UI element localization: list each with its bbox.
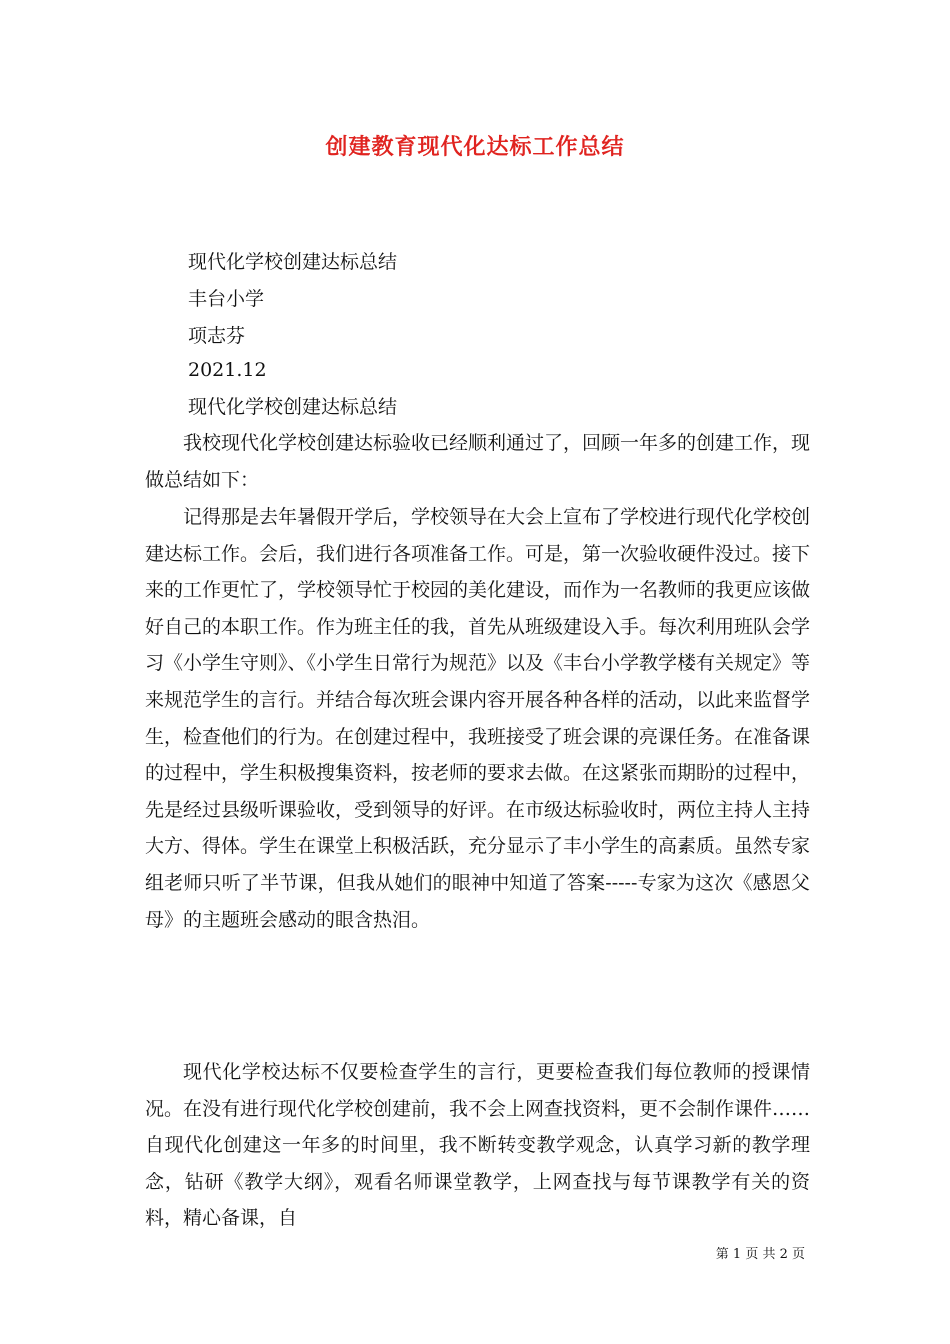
document-title: 创建教育现代化达标工作总结 xyxy=(325,135,625,160)
paragraph-intro: 我校现代化学校创建达标验收已经顺利通过了，回顾一年多的创建工作，现做总结如下： xyxy=(145,432,811,491)
paragraph-class-building: 记得那是去年暑假开学后，学校领导在大会上宣布了学校进行现代化学校创建达标工作。会后，我们进行各项准备工作。可是，第一次验收硬件没过。接下来的工作更忙了，学校领导忙于校园的美化建设，而作为一名教师的我更应该做好自己的本职工作。作为班主任的我，首先从班级建设入手。每次利用班队会学习《小学生守则》、《小学生日常行为规范》以及《丰台小学教学楼有关规定》等来规范学生的言行。并结合每次班会课内容开展各种各样的活动，以此来监督学生，检查他们的行为。在创建过程中，我班接受了班会课的亮课任务。在准备课的过程中，学生积极搜集资料，按老师的要求去做。在这紧张而期盼的过程中，先是经过县级听课验收，受到领导的好评。在市级达标验收时，两位主持人主持大方、得体。学生在课堂上积极活跃，充分显示了丰小学生的高素质。虽然专家组老师只听了半节课，但我从她们的眼神中知道了答案-----专家为这次《感恩父母》的主题班会感动的眼含热泪。 xyxy=(145,506,811,931)
document-date: 2021.12 xyxy=(188,359,267,381)
subtitle-line: 现代化学校创建达标总结 xyxy=(188,251,398,273)
page-number-footer: 第 1 页 共 2 页 xyxy=(715,1247,805,1262)
section-heading: 现代化学校创建达标总结 xyxy=(188,396,398,418)
school-name: 丰台小学 xyxy=(188,288,265,310)
paragraph-teaching: 现代化学校达标不仅要检查学生的言行，更要检查我们每位教师的授课情况。在没有进行现代化学校创建前，我不会上网查找资料，更不会制作课件……自现代化创建这一年多的时间里，我不断转变教学观念，认真学习新的教学理念，钻研《教学大纲》，观看名师课堂教学，上网查找与每节课教学有关的资料，精心备课，自 xyxy=(145,1061,811,1230)
author-name: 项志芬 xyxy=(188,325,246,347)
